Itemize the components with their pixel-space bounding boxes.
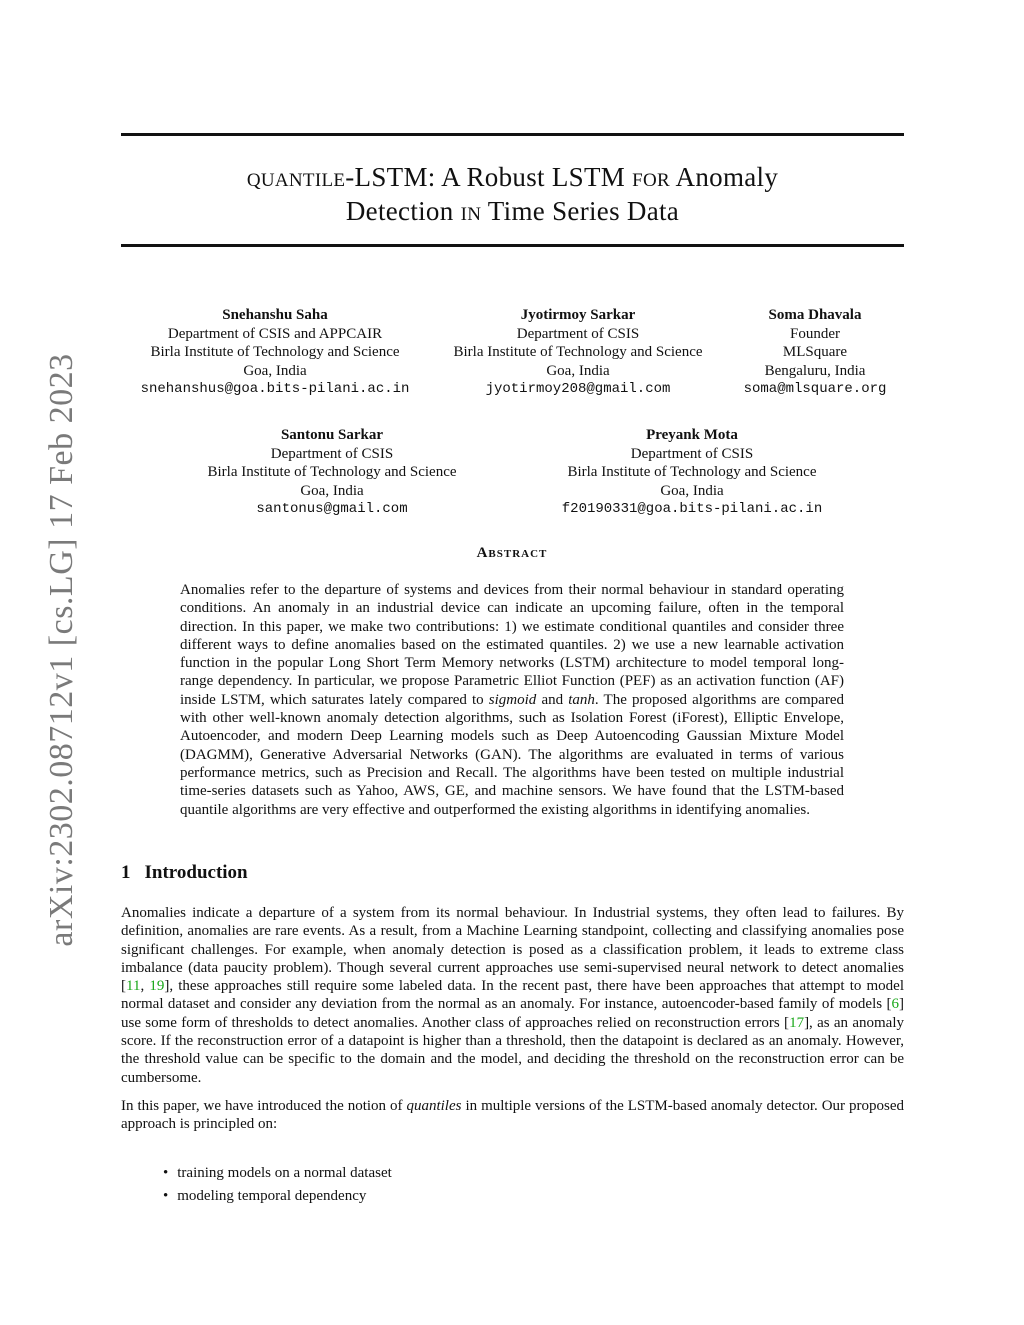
author-location: Goa, India xyxy=(300,482,364,499)
author-block xyxy=(453,306,702,399)
author-email[interactable]: soma@mlsquare.org xyxy=(743,381,887,397)
paragraph-text: In this paper, we have introduced the notion of xyxy=(121,1098,407,1114)
title-bottom-rule xyxy=(121,244,904,247)
author-department: Department of CSIS xyxy=(516,325,640,342)
author-location: Bengaluru, India xyxy=(764,362,866,379)
author-institution: Birla Institute of Technology and Science xyxy=(150,344,400,360)
author-block xyxy=(562,426,822,519)
title-part: Anomaly xyxy=(670,162,779,192)
citation-link[interactable]: 6 xyxy=(891,996,899,1013)
citation-link[interactable]: 19 xyxy=(149,978,165,995)
abstract-italic-term: sigmoid xyxy=(488,691,537,708)
abstract-text-part: and xyxy=(536,691,569,708)
citation-link[interactable]: 17 xyxy=(789,1014,805,1031)
section-number: 1 xyxy=(121,862,131,883)
author-email[interactable]: santonus@gmail.com xyxy=(256,501,408,517)
author-name: Snehanshu Saha xyxy=(222,307,328,323)
paragraph-text: , xyxy=(140,978,150,995)
paper-title xyxy=(121,160,904,228)
author-institution: Birla Institute of Technology and Science xyxy=(567,464,817,480)
author-name: Jyotirmoy Sarkar xyxy=(520,307,636,323)
paragraph-text: Anomalies indicate a departure of a system from its normal behaviour. In Industrial systems, they often lead to failures. By definition, anomalies are rare events. As a result, from a Machine Learning standpoint, collecting and classifying anomalies pose significant challenges. For example, when anomaly detection is posed as a classification problem, it leads to extreme class imbalance (data paucity problem). Though several current approaches use semi-supervised neural network to detect anomalies [ xyxy=(121,905,904,995)
author-department: Department of CSIS xyxy=(270,445,394,462)
paragraph-text: ], these approaches still require some labeled data. In the recent past, there have been approaches that attempt to model normal dataset and consider any deviation from the normal as an anomaly. For instance, autoencoder-based family of models [ xyxy=(121,978,905,1013)
list-item: • training models on a normal dataset xyxy=(163,1165,392,1182)
italic-term: quantiles xyxy=(406,1098,462,1114)
intro-paragraph xyxy=(121,1097,904,1134)
section-heading xyxy=(121,862,248,884)
author-location: Goa, India xyxy=(660,482,724,499)
author-block xyxy=(141,306,410,399)
author-department: Founder xyxy=(789,325,840,342)
author-name: Preyank Mota xyxy=(646,427,738,443)
author-location: Goa, India xyxy=(243,362,307,379)
title-part: for xyxy=(632,162,670,192)
abstract-heading: Abstract xyxy=(476,545,548,561)
author-email[interactable]: jyotirmoy208@gmail.com xyxy=(485,381,671,397)
author-name: Santonu Sarkar xyxy=(280,427,384,443)
bullet-list xyxy=(163,1165,392,1211)
intro-paragraph xyxy=(121,904,904,1087)
author-location: Goa, India xyxy=(546,362,610,379)
title-top-rule xyxy=(121,133,904,136)
author-email[interactable]: f20190331@goa.bits-pilani.ac.in xyxy=(561,501,823,517)
abstract-italic-term: tanh xyxy=(568,691,595,708)
author-institution: MLSquare xyxy=(782,344,848,360)
author-email[interactable]: snehanshus@goa.bits-pilani.ac.in xyxy=(140,381,410,397)
title-part: Detection xyxy=(345,196,461,226)
paragraph-text: ] use some form of thresholds to detect anomalies. Another class of approaches relied on reconstruction errors [ xyxy=(121,996,904,1031)
author-block xyxy=(207,426,456,519)
arxiv-identifier: arXiv:2302.08712v1 [cs.LG] 17 Feb 2023 xyxy=(43,353,80,947)
list-item: • modeling temporal dependency xyxy=(163,1188,392,1205)
author-name: Soma Dhavala xyxy=(768,307,862,323)
author-block xyxy=(744,306,887,399)
paragraph-text: ], as an anomaly score. If the reconstruction error of a datapoint is higher than a threshold, then the datapoint is declared as an anomaly. However, the threshold value can be specific to the domain and the model, and deciding the threshold on the reconstruction error can be cumbersome. xyxy=(121,1014,904,1086)
author-institution: Birla Institute of Technology and Science xyxy=(207,464,457,480)
citation-link[interactable]: 11 xyxy=(126,978,141,995)
paragraph-text: in multiple versions of the LSTM-based anomaly detector. Our proposed approach is principled on: xyxy=(121,1098,904,1133)
author-institution: Birla Institute of Technology and Science xyxy=(453,344,703,360)
abstract-text xyxy=(180,581,844,819)
title-part: -LSTM: A Robust LSTM xyxy=(345,162,633,192)
abstract-text-part: . The proposed algorithms are compared with other well-known anomaly detection algorithms, such as Isolation Forest (iForest), Elliptic Envelope, Autoencoder, and modern Deep Learning models such as Deep Autoencoding Gaussian Mixture Model (DAGMM), Generative Adversarial Networks (GAN). The algorithms are evaluated in terms of various performance metrics, such as Precision and Recall. The algorithms have been tested on multiple industrial time-series datasets such as Yahoo, AWS, GE, and machine sensors. We have found that the LSTM-based quantile algorithms are very effective and outperformed the existing algorithms in identifying anomalies. xyxy=(180,691,844,818)
author-department: Department of CSIS and APPCAIR xyxy=(167,325,383,342)
title-part: quantile xyxy=(246,162,346,192)
section-title: Introduction xyxy=(144,862,248,883)
abstract-text-part: Anomalies refer to the departure of systems and devices from their normal behaviour in standard operating conditions. An anomaly in an industrial device can indicate an upcoming failure, often in the temporal direction. In this paper, we make two contributions: 1) we estimate conditional quantiles and consider three different ways to define anomalies based on the estimated quantiles. 2) we use a new learnable activation function in the popular Long Short Term Memory networks (LSTM) architecture to model temporal long-range dependency. In particular, we propose Parametric Elliot Function (PEF) as an activation function (AF) inside LSTM, which saturates lately compared to xyxy=(180,582,844,708)
title-part: Time Series Data xyxy=(481,196,680,226)
title-part: in xyxy=(460,196,482,226)
author-department: Department of CSIS xyxy=(630,445,754,462)
